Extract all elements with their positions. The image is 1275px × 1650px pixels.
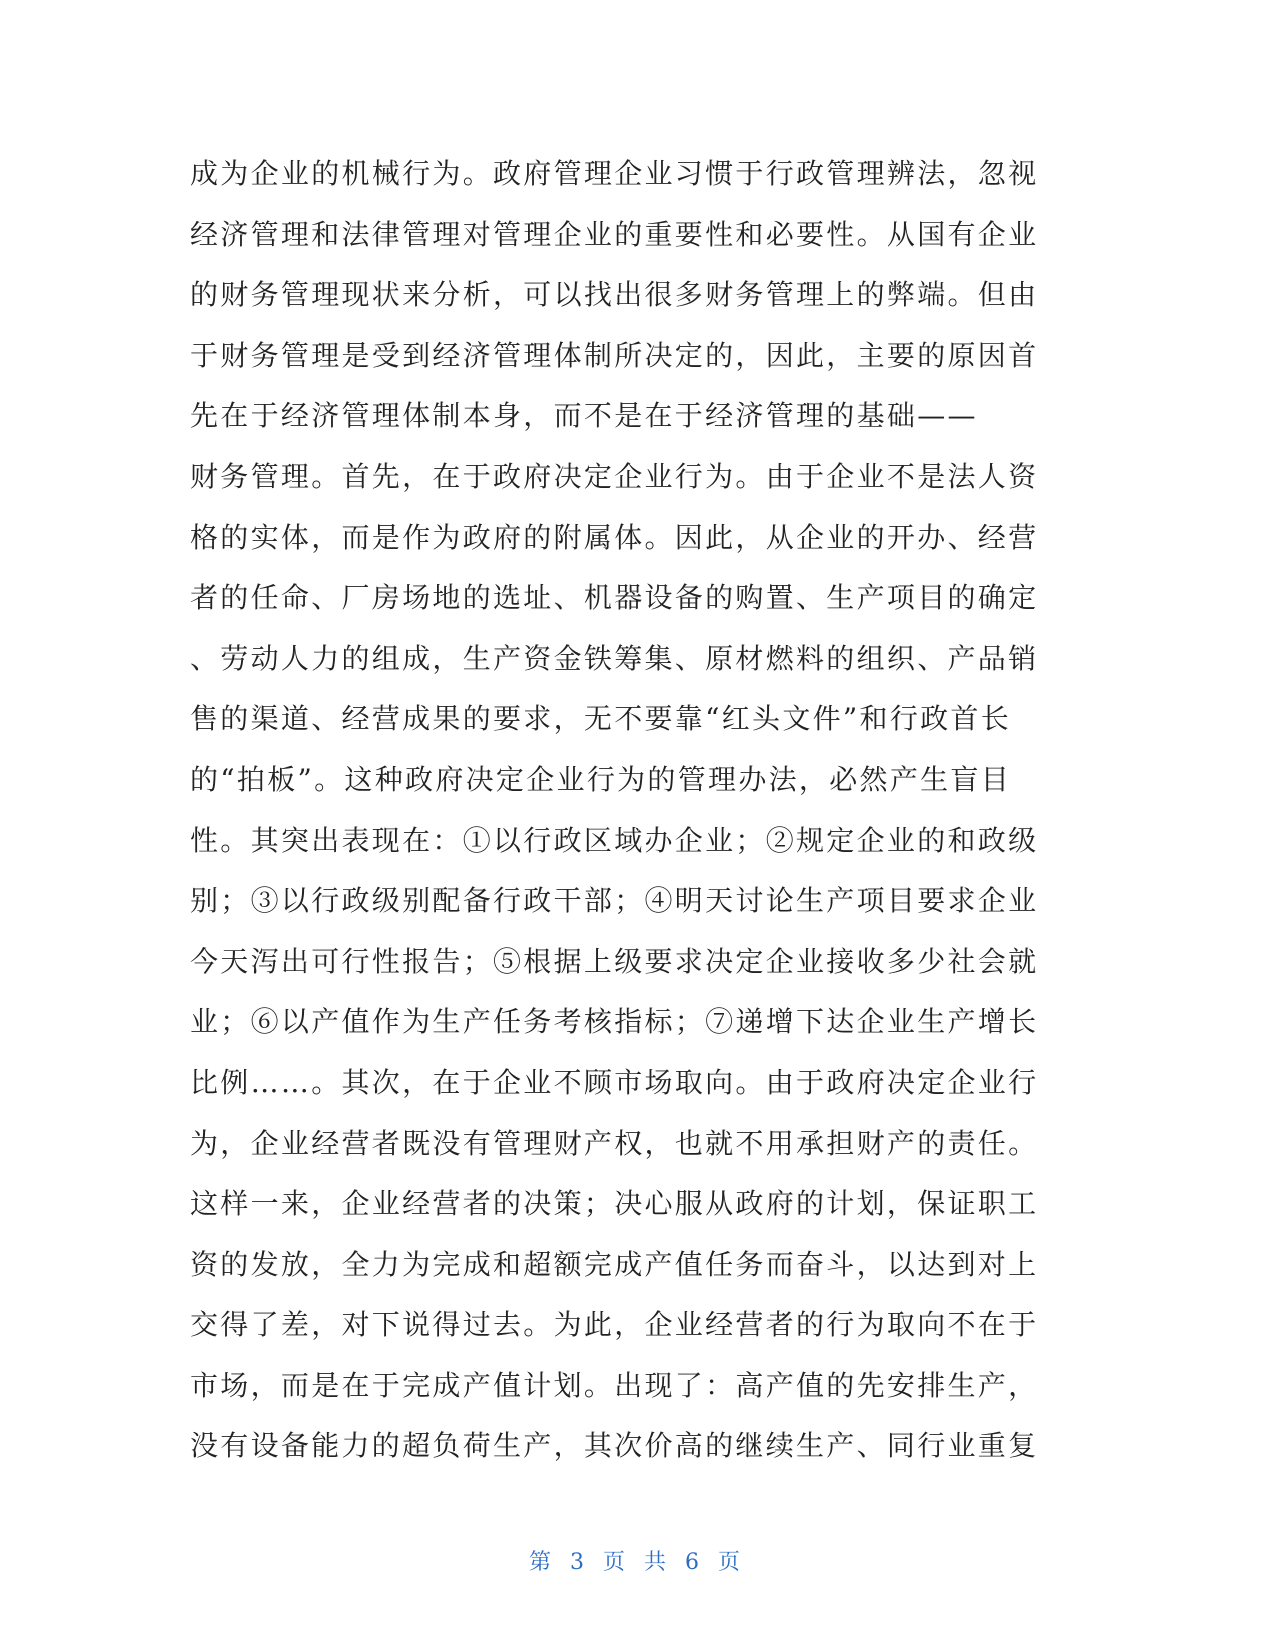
text-line: 为，企业经营者既没有管理财产权，也就不用承担财产的责任。 (190, 1126, 1039, 1160)
text-line: 业；⑥以产值作为生产任务考核指标；⑦递增下达企业生产增长 (190, 1005, 1039, 1039)
text-line: 交得了差，对下说得过去。为此，企业经营者的行为取向不在于 (190, 1308, 1039, 1342)
text-line: 成为企业的机械行为。政府管理企业习惯于行政管理辨法，忽视 (190, 157, 1039, 190)
text-line: 性。其突出表现在：①以行政区域办企业；②规定企业的和政级 (190, 823, 1039, 857)
text-line: 资的发放，全力为完成和超额完成产值任务而奋斗，以达到对上 (190, 1247, 1039, 1281)
text-line: 于财务管理是受到经济管理体制所决定的，因此，主要的原因首 (190, 338, 1039, 372)
text-line: 先在于经济管理体制本身，而不是在于经济管理的基础—— (190, 399, 978, 433)
text-line: 市场，而是在于完成产值计划。出现了：高产值的先安排生产， (190, 1368, 1039, 1402)
body-text (190, 144, 1070, 1477)
text-line: 格的实体，而是作为政府的附属体。因此，从企业的开办、经营 (190, 520, 1039, 554)
text-line: 的“拍板”。这种政府决定企业行为的管理办法，必然产生盲目 (190, 762, 1012, 796)
text-line: 的财务管理现状来分析，可以找出很多财务管理上的弊端。但由 (190, 278, 1039, 312)
text-line: 别；③以行政级别配备行政干部；④明天讨论生产项目要求企业 (190, 884, 1039, 918)
text-line: 今天泻出可行性报告；⑤根据上级要求决定企业接收多少社会就 (190, 944, 1039, 978)
text-line: 比例……。其次，在于企业不顾市场取向。由于政府决定企业行 (190, 1065, 1039, 1099)
text-line: 者的任命、厂房场地的选址、机器设备的购置、生产项目的确定 (190, 581, 1039, 615)
text-line: 、劳动人力的组成，生产资金铁筹集、原材燃料的组织、产品销 (190, 641, 1039, 675)
text-line: 售的渠道、经营成果的要求，无不要靠“红头文件”和行政首长 (190, 702, 1012, 736)
text-line: 经济管理和法律管理对管理企业的重要性和必要性。从国有企业 (190, 217, 1039, 251)
page-number-footer: 第 3 页 共 6 页 (529, 1550, 746, 1575)
text-line: 财务管理。首先，在于政府决定企业行为。由于企业不是法人资 (190, 459, 1039, 493)
text-line: 这样一来，企业经营者的决策；决心服从政府的计划，保证职工 (190, 1187, 1039, 1221)
text-line: 没有设备能力的超负荷生产，其次价高的继续生产、同行业重复 (190, 1429, 1039, 1463)
